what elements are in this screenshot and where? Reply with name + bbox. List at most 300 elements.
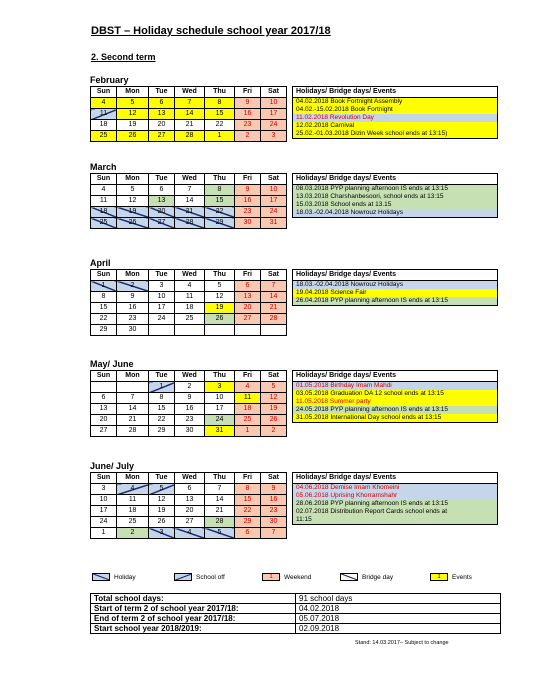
day-cell: 16 (261, 495, 287, 506)
day-cell: 6 (235, 281, 261, 292)
event-item: 04.06.2018 Demise Imam Khomeini (293, 484, 497, 492)
event-item: 04.02.-15.02.2018 Book Fortnight (293, 106, 497, 114)
month-block (90, 359, 500, 434)
day-cell: 9 (235, 185, 261, 196)
day-cell: 13 (149, 109, 175, 120)
day-cell: 6 (175, 484, 205, 495)
summary-table (90, 593, 501, 634)
day-cell: 4 (175, 281, 205, 292)
summary-label: Start school year 2018/2019: (91, 624, 296, 634)
day-cell: 21 (117, 415, 149, 426)
weekday-header: Sun (91, 174, 117, 185)
day-cell: 9 (175, 393, 205, 404)
weekday-header: Sun (91, 270, 117, 281)
day-cell: 9 (117, 292, 149, 303)
day-cell: 5 (205, 528, 235, 539)
summary-label: Total school days: (91, 594, 296, 604)
day-cell: 3 (149, 528, 175, 539)
day-cell: 29 (205, 218, 235, 229)
day-cell: 8 (149, 393, 175, 404)
weekday-header-row (91, 371, 287, 382)
week-row (91, 196, 287, 207)
day-cell: 24 (149, 314, 175, 325)
day-cell: 21 (175, 120, 205, 131)
calendar-table (90, 173, 287, 229)
event-item: 11.05.2018 Summer party (293, 398, 497, 406)
weekday-header: Sat (261, 270, 287, 281)
event-item: 08.03.2018 PYP planning afternoon IS ends at 13:15 (293, 185, 497, 193)
day-cell: 27 (235, 314, 261, 325)
day-cell: 12 (261, 393, 287, 404)
day-cell: 11 (117, 495, 149, 506)
day-cell: 17 (261, 196, 287, 207)
day-cell: 18 (175, 303, 205, 314)
week-row (91, 314, 287, 325)
events-swatch: 1 (430, 573, 448, 581)
day-cell: 17 (149, 303, 175, 314)
legend-weekend (262, 573, 311, 581)
legend-bridge-day (340, 573, 393, 581)
day-cell: 19 (149, 506, 175, 517)
day-cell: 1 (149, 382, 175, 393)
day-cell: 3 (261, 131, 287, 142)
calendar-table (90, 269, 287, 336)
day-cell: 8 (91, 292, 117, 303)
day-cell: 18 (117, 506, 149, 517)
month-title: March (90, 162, 117, 172)
day-cell: 15 (205, 109, 235, 120)
calendar-table (90, 86, 287, 142)
day-cell: 23 (117, 314, 149, 325)
day-cell: 27 (175, 517, 205, 528)
day-cell: 22 (149, 415, 175, 426)
summary-row (91, 624, 501, 634)
weekday-header: Sat (261, 87, 287, 98)
section-title: 2. Second term (91, 52, 156, 62)
day-cell: 28 (205, 517, 235, 528)
stand-note: Stand: 14.03.2017– Subject to change (355, 640, 449, 646)
day-cell: 7 (205, 484, 235, 495)
day-cell: 1 (91, 528, 117, 539)
week-row (91, 303, 287, 314)
month-block (90, 75, 500, 146)
day-cell: 21 (205, 506, 235, 517)
weekday-header: Wed (175, 473, 205, 484)
day-cell: 19 (117, 207, 149, 218)
week-row (91, 131, 287, 142)
day-cell: 18 (91, 207, 117, 218)
day-cell: 6 (91, 393, 117, 404)
day-cell: 20 (235, 303, 261, 314)
day-cell: 16 (175, 404, 205, 415)
day-cell: 16 (235, 109, 261, 120)
day-cell: 4 (175, 528, 205, 539)
weekday-header-row (91, 270, 287, 281)
weekday-header: Thu (205, 371, 235, 382)
day-cell: 21 (175, 207, 205, 218)
day-cell: 20 (149, 207, 175, 218)
weekday-header-row (91, 174, 287, 185)
week-row (91, 495, 287, 506)
day-cell: 25 (235, 415, 261, 426)
day-cell: 28 (175, 218, 205, 229)
weekday-header-row (91, 87, 287, 98)
week-row (91, 109, 287, 120)
day-cell: 27 (91, 426, 117, 437)
day-cell: 7 (261, 528, 287, 539)
legend-holiday-label: Holiday (114, 573, 136, 581)
day-cell: 12 (117, 109, 149, 120)
events-box (292, 472, 498, 525)
day-cell: 12 (117, 196, 149, 207)
day-cell: 12 (205, 292, 235, 303)
day-cell: 5 (205, 281, 235, 292)
weekday-header: Thu (205, 87, 235, 98)
week-row (91, 517, 287, 528)
day-cell: 13 (149, 196, 175, 207)
weekday-header: Wed (175, 174, 205, 185)
weekday-header: Mon (117, 473, 149, 484)
event-item: 11.02.2018 Revolution Day (293, 114, 497, 122)
weekday-header: Tue (149, 473, 175, 484)
weekday-header: Mon (117, 270, 149, 281)
day-cell: 2 (117, 528, 149, 539)
day-cell: 29 (149, 426, 175, 437)
day-cell: 4 (91, 98, 117, 109)
weekday-header: Tue (149, 371, 175, 382)
day-cell: 14 (261, 292, 287, 303)
day-cell: 26 (117, 218, 149, 229)
day-cell: 1 (235, 426, 261, 437)
bridge-day-swatch (340, 573, 358, 581)
event-item: 19.04.2018 Science Fair (293, 289, 497, 297)
day-cell: 2 (235, 131, 261, 142)
day-cell: 7 (175, 98, 205, 109)
day-cell: 11 (91, 109, 117, 120)
week-row (91, 292, 287, 303)
day-cell: 23 (235, 120, 261, 131)
week-row (91, 415, 287, 426)
weekday-header: Fri (235, 371, 261, 382)
weekday-header: Tue (149, 270, 175, 281)
event-item: 01.05.2018 Birthday Imam Mahdi (293, 382, 497, 390)
day-cell: 22 (205, 120, 235, 131)
day-cell: 18 (235, 404, 261, 415)
calendar-table (90, 370, 287, 437)
day-cell (117, 382, 149, 393)
day-cell: 8 (205, 185, 235, 196)
week-row (91, 426, 287, 437)
day-cell: 11 (235, 393, 261, 404)
month-block (90, 162, 500, 233)
day-cell: 9 (235, 98, 261, 109)
day-cell: 17 (91, 506, 117, 517)
weekday-header: Mon (117, 174, 149, 185)
day-cell: 15 (235, 495, 261, 506)
day-cell (235, 325, 261, 336)
month-title: May/ June (90, 359, 134, 369)
legend (92, 573, 492, 585)
holiday-swatch (92, 573, 110, 581)
weekday-header: Thu (205, 270, 235, 281)
month-body (90, 269, 500, 333)
day-cell: 5 (117, 185, 149, 196)
weekday-header: Sat (261, 174, 287, 185)
day-cell: 17 (205, 404, 235, 415)
day-cell: 30 (235, 218, 261, 229)
weekend-swatch: 1 (262, 573, 280, 581)
month-block (90, 258, 500, 333)
day-cell: 16 (235, 196, 261, 207)
day-cell: 23 (235, 207, 261, 218)
summary-row (91, 594, 501, 604)
day-cell: 26 (117, 131, 149, 142)
week-row (91, 281, 287, 292)
day-cell (261, 325, 287, 336)
event-item: 31.05.2018 International Day school ends at 13:15 (293, 414, 497, 422)
day-cell: 31 (261, 218, 287, 229)
events-header: Holidays/ Bridge days/ Events (293, 371, 497, 382)
day-cell: 3 (149, 281, 175, 292)
day-cell: 25 (91, 131, 117, 142)
day-cell: 13 (91, 404, 117, 415)
day-cell: 6 (149, 185, 175, 196)
legend-school-off-label: School off (196, 573, 225, 581)
events-box (292, 269, 498, 306)
day-cell: 17 (261, 109, 287, 120)
day-cell: 4 (91, 185, 117, 196)
event-item: 05.06.2018 Uprising Khorramshahr (293, 492, 497, 500)
day-cell: 24 (91, 517, 117, 528)
summary-label: Start of term 2 of school year 2017/18: (91, 604, 296, 614)
calendar-table (90, 472, 287, 539)
day-cell: 10 (149, 292, 175, 303)
week-row (91, 506, 287, 517)
weekday-header: Wed (175, 270, 205, 281)
month-block (90, 461, 500, 536)
weekday-header: Thu (205, 473, 235, 484)
day-cell: 28 (117, 426, 149, 437)
day-cell: 16 (117, 303, 149, 314)
day-cell: 15 (91, 303, 117, 314)
event-item: 28.06.2018 PYP planning afternoon IS ends at 13:15 (293, 500, 497, 508)
day-cell: 30 (261, 517, 287, 528)
day-cell: 15 (149, 404, 175, 415)
events-header: Holidays/ Bridge days/ Events (293, 174, 497, 185)
day-cell: 22 (205, 207, 235, 218)
weekday-header: Wed (175, 371, 205, 382)
day-cell: 10 (91, 495, 117, 506)
event-item: 26.04.2018 PYP planning afternoon IS ends at 13:15 (293, 297, 497, 305)
week-row (91, 98, 287, 109)
event-item: 18.03.-02.04.2018 Nowrouz Holidays (293, 209, 497, 217)
summary-value: 04.02.2018 (296, 604, 501, 614)
day-cell: 4 (117, 484, 149, 495)
event-item: 24.05.2018 PYP planning afternoon IS ends at 13:15 (293, 406, 497, 414)
day-cell: 23 (261, 506, 287, 517)
day-cell: 26 (205, 314, 235, 325)
weekday-header-row (91, 473, 287, 484)
day-cell: 2 (175, 382, 205, 393)
legend-bridge-day-label: Bridge day (362, 573, 394, 581)
weekday-header: Sat (261, 371, 287, 382)
day-cell: 7 (117, 393, 149, 404)
events-box (292, 173, 498, 218)
summary-label: End of term 2 of school year 2017/18: (91, 614, 296, 624)
day-cell: 6 (149, 98, 175, 109)
month-body (90, 86, 500, 146)
day-cell: 11 (91, 196, 117, 207)
summary-row (91, 614, 501, 624)
day-cell: 20 (91, 415, 117, 426)
day-cell (149, 325, 175, 336)
summary-value: 05.07.2018 (296, 614, 501, 624)
day-cell: 22 (235, 506, 261, 517)
day-cell: 20 (149, 120, 175, 131)
event-item: 12.02.2018 Carnival (293, 122, 497, 130)
week-row (91, 404, 287, 415)
day-cell: 19 (205, 303, 235, 314)
day-cell: 26 (149, 517, 175, 528)
day-cell: 20 (175, 506, 205, 517)
legend-events (430, 573, 472, 581)
day-cell: 6 (235, 528, 261, 539)
events-header: Holidays/ Bridge days/ Events (293, 473, 497, 484)
day-cell: 2 (261, 426, 287, 437)
weekday-header: Tue (149, 174, 175, 185)
weekday-header: Fri (235, 174, 261, 185)
weekday-header: Wed (175, 87, 205, 98)
week-row (91, 207, 287, 218)
school-off-swatch (174, 573, 192, 581)
day-cell: 14 (117, 404, 149, 415)
weekday-header: Sun (91, 473, 117, 484)
day-cell: 29 (91, 325, 117, 336)
day-cell (205, 325, 235, 336)
day-cell: 3 (91, 484, 117, 495)
week-row (91, 325, 287, 336)
day-cell: 26 (261, 415, 287, 426)
day-cell: 30 (175, 426, 205, 437)
day-cell: 1 (205, 131, 235, 142)
day-cell (175, 325, 205, 336)
day-cell: 5 (117, 98, 149, 109)
events-header: Holidays/ Bridge days/ Events (293, 87, 497, 98)
day-cell: 8 (235, 484, 261, 495)
legend-holiday (92, 573, 136, 581)
weekday-header: Sun (91, 371, 117, 382)
day-cell: 5 (149, 484, 175, 495)
event-item: 15.03.2018 School ends at 13.15 (293, 201, 497, 209)
day-cell: 25 (91, 218, 117, 229)
month-body (90, 173, 500, 233)
event-item: 02.07.2018 Distribution Report Cards school ends at (293, 508, 497, 516)
day-cell: 31 (205, 426, 235, 437)
day-cell: 21 (261, 303, 287, 314)
day-cell: 12 (149, 495, 175, 506)
day-cell: 18 (91, 120, 117, 131)
summary-value: 91 school days (296, 594, 501, 604)
event-item: 13.03.2018 Charshanbesoori, school ends at 13:15 (293, 193, 497, 201)
week-row (91, 484, 287, 495)
weekday-header: Tue (149, 87, 175, 98)
week-row (91, 218, 287, 229)
month-body (90, 472, 500, 536)
legend-school-off (174, 573, 225, 581)
day-cell: 3 (205, 382, 235, 393)
legend-events-label: Events (452, 573, 472, 581)
day-cell: 24 (261, 120, 287, 131)
day-cell: 7 (261, 281, 287, 292)
day-cell: 10 (261, 185, 287, 196)
day-cell: 2 (117, 281, 149, 292)
weekday-header: Fri (235, 270, 261, 281)
weekday-header: Sat (261, 473, 287, 484)
month-title: June/ July (90, 461, 135, 471)
day-cell: 10 (205, 393, 235, 404)
event-item: 03.05.2018 Graduation DA 12 school ends at 13:15 (293, 390, 497, 398)
day-cell: 25 (117, 517, 149, 528)
day-cell: 23 (175, 415, 205, 426)
day-cell: 25 (175, 314, 205, 325)
page-title: DBST – Holiday schedule school year 2017/18 (91, 25, 331, 37)
day-cell: 13 (175, 495, 205, 506)
day-cell: 10 (261, 98, 287, 109)
day-cell: 19 (117, 120, 149, 131)
day-cell: 5 (261, 382, 287, 393)
weekday-header: Mon (117, 371, 149, 382)
day-cell: 14 (175, 196, 205, 207)
event-item: 04.02.2018 Book Fortnight Assembly (293, 98, 497, 106)
month-title: February (90, 75, 129, 85)
day-cell: 24 (205, 415, 235, 426)
month-body (90, 370, 500, 434)
weekday-header: Thu (205, 174, 235, 185)
day-cell (91, 382, 117, 393)
weekday-header: Mon (117, 87, 149, 98)
day-cell: 28 (261, 314, 287, 325)
week-row (91, 528, 287, 539)
day-cell: 4 (235, 382, 261, 393)
day-cell: 13 (235, 292, 261, 303)
day-cell: 27 (149, 131, 175, 142)
week-row (91, 382, 287, 393)
summary-row (91, 604, 501, 614)
day-cell: 9 (261, 484, 287, 495)
week-row (91, 393, 287, 404)
events-box (292, 370, 498, 423)
day-cell: 7 (175, 185, 205, 196)
day-cell: 1 (91, 281, 117, 292)
weekday-header: Fri (235, 473, 261, 484)
weekday-header: Fri (235, 87, 261, 98)
day-cell: 15 (205, 196, 235, 207)
day-cell: 22 (91, 314, 117, 325)
day-cell: 27 (149, 218, 175, 229)
summary-value: 02.09.2018 (296, 624, 501, 634)
weekday-header: Sun (91, 87, 117, 98)
events-box (292, 86, 498, 139)
day-cell: 19 (261, 404, 287, 415)
month-title: April (90, 258, 111, 268)
day-cell: 28 (175, 131, 205, 142)
week-row (91, 120, 287, 131)
day-cell: 14 (205, 495, 235, 506)
day-cell: 11 (175, 292, 205, 303)
legend-weekend-label: Weekend (284, 573, 312, 581)
event-item: 25.02.-01.03.2018 Dizin Week school ends at 13:15) (293, 130, 497, 138)
day-cell: 8 (205, 98, 235, 109)
